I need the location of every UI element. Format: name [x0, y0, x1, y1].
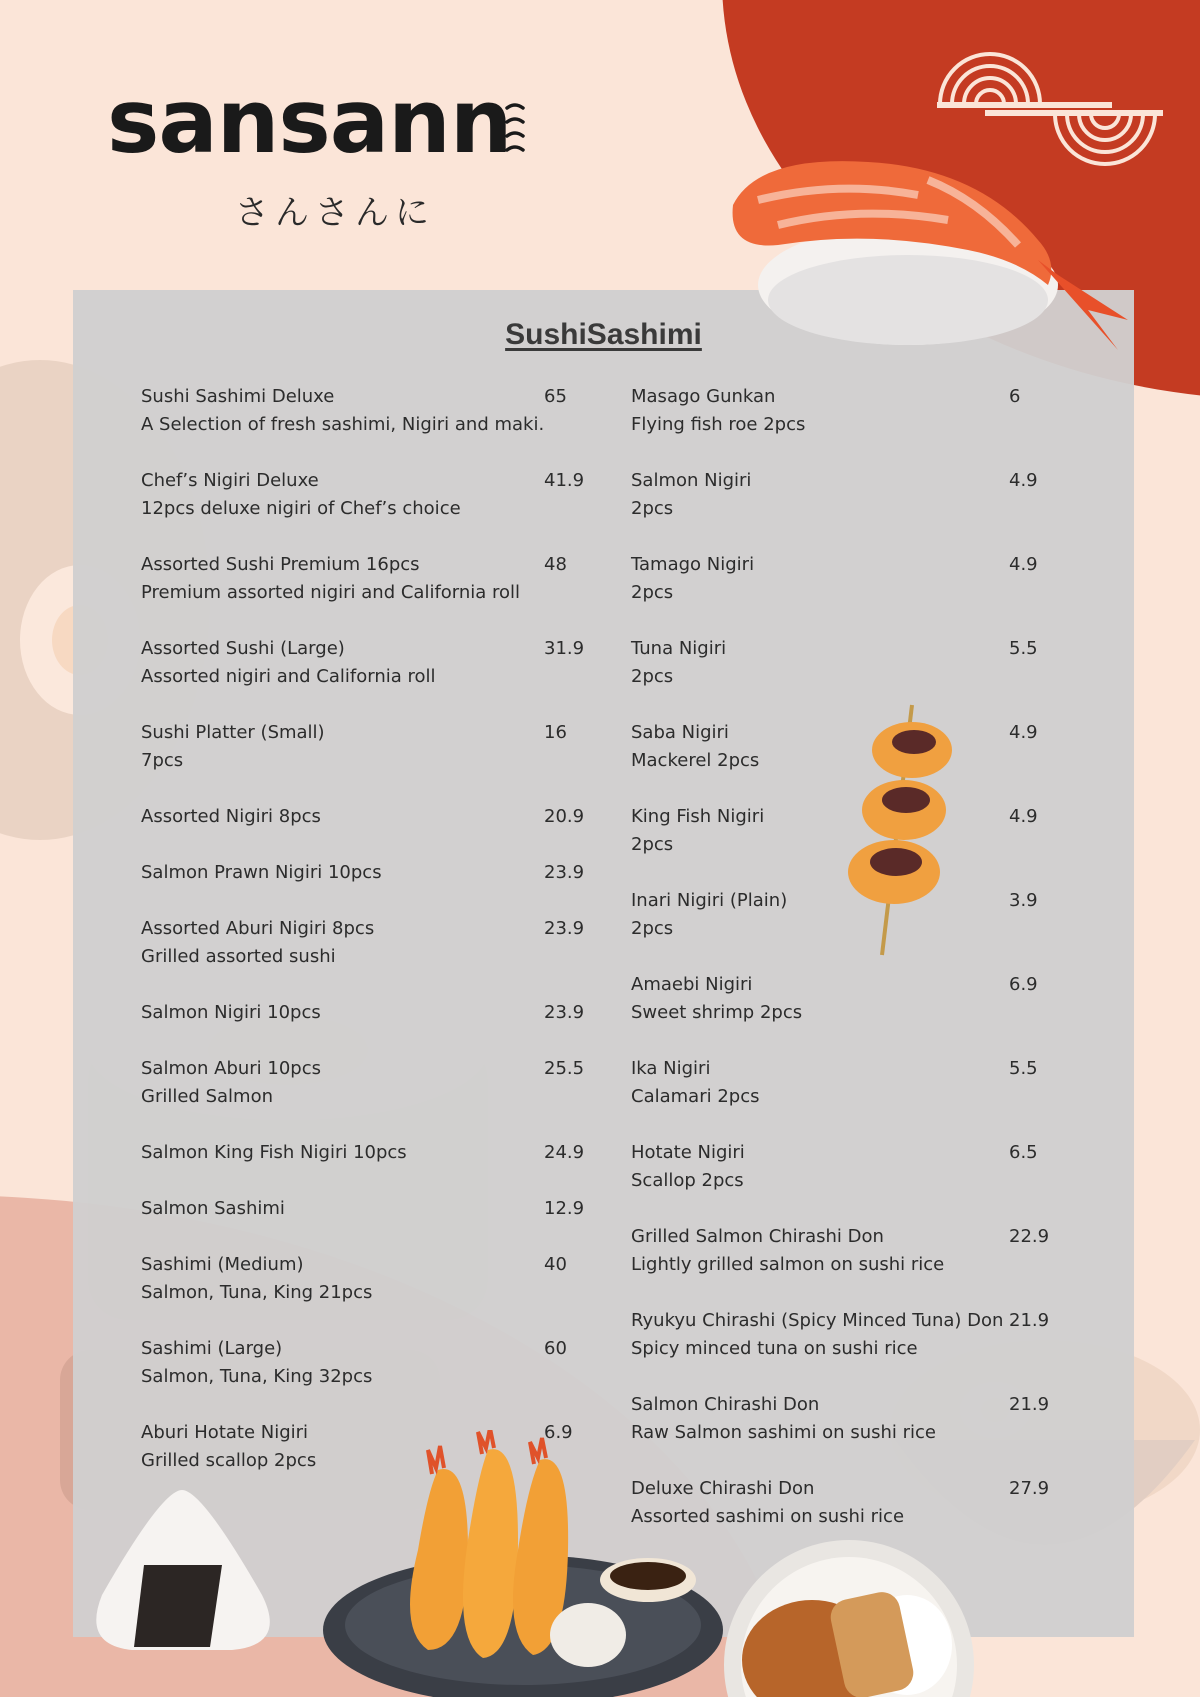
menu-item [141, 383, 601, 467]
menu-item [631, 1307, 1061, 1391]
item-price: 41.9 [544, 470, 585, 491]
item-price: 48 [544, 554, 567, 575]
item-description: 2pcs [631, 582, 674, 603]
menu-item [631, 971, 1061, 1055]
item-description: Calamari 2pcs [631, 1086, 760, 1107]
item-name: Salmon Sashimi [141, 1198, 285, 1219]
section-title: SushiSashimi [505, 318, 702, 351]
item-name: Inari Nigiri (Plain) [631, 890, 788, 911]
menu-item [631, 1055, 1061, 1139]
item-description: Flying fish roe 2pcs [631, 414, 806, 435]
item-price: 23.9 [544, 918, 585, 939]
item-price: 6.9 [1009, 974, 1038, 995]
item-price: 21.9 [1009, 1394, 1050, 1415]
menu-item [141, 859, 601, 915]
item-description: A Selection of fresh sashimi, Nigiri and maki. [141, 414, 545, 435]
item-name: King Fish Nigiri [631, 806, 765, 827]
item-name: Ryukyu Chirashi (Spicy Minced Tuna) Don [631, 1310, 1004, 1331]
item-name: Salmon Prawn Nigiri 10pcs [141, 862, 382, 883]
item-price: 27.9 [1009, 1478, 1050, 1499]
item-name: Assorted Sushi (Large) [141, 638, 345, 659]
item-description: Raw Salmon sashimi on sushi rice [631, 1422, 936, 1443]
item-price: 5.5 [1009, 638, 1038, 659]
item-name: Salmon Chirashi Don [631, 1394, 820, 1415]
item-name: Salmon Nigiri 10pcs [141, 1002, 321, 1023]
item-description: 2pcs [631, 918, 674, 939]
item-name: Salmon King Fish Nigiri 10pcs [141, 1142, 407, 1163]
item-name: Assorted Aburi Nigiri 8pcs [141, 918, 375, 939]
item-price: 12.9 [544, 1198, 585, 1219]
item-price: 65 [544, 386, 567, 407]
menu-item [631, 467, 1061, 551]
menu-item [141, 1419, 601, 1503]
item-description: 2pcs [631, 834, 674, 855]
item-price: 20.9 [544, 806, 585, 827]
item-description: Scallop 2pcs [631, 1170, 744, 1191]
item-price: 22.9 [1009, 1226, 1050, 1247]
item-description: Lightly grilled salmon on sushi rice [631, 1254, 945, 1275]
item-price: 21.9 [1009, 1310, 1050, 1331]
katsu-curry-bowl-illustration [722, 1535, 977, 1697]
item-price: 24.9 [544, 1142, 585, 1163]
item-price: 4.9 [1009, 470, 1038, 491]
item-price: 23.9 [544, 1002, 585, 1023]
menu-item [631, 551, 1061, 635]
menu-item [141, 1139, 601, 1195]
menu-item [141, 551, 601, 635]
item-name: Deluxe Chirashi Don [631, 1478, 815, 1499]
onigiri-illustration [82, 1485, 287, 1655]
item-description: Assorted sashimi on sushi rice [631, 1506, 905, 1527]
menu-item [141, 803, 601, 859]
item-price: 6.5 [1009, 1142, 1038, 1163]
menu-item [631, 1139, 1061, 1223]
brand-japanese-subtitle: さんさんに [235, 193, 435, 233]
item-price: 40 [544, 1254, 567, 1275]
menu-item [141, 999, 601, 1055]
item-description: Salmon, Tuna, King 32pcs [141, 1366, 373, 1387]
menu-column-right [631, 383, 1061, 1559]
menu-column-left [141, 383, 601, 1503]
menu-item [141, 719, 601, 803]
item-name: Sushi Platter (Small) [141, 722, 325, 743]
menu-item [141, 1055, 601, 1139]
item-price: 16 [544, 722, 567, 743]
item-name: Masago Gunkan [631, 386, 776, 407]
item-description: Premium assorted nigiri and California roll [141, 582, 521, 603]
menu-item [141, 1335, 601, 1419]
item-name: Aburi Hotate Nigiri [141, 1422, 309, 1443]
menu-item [631, 1391, 1061, 1475]
item-price: 23.9 [544, 862, 585, 883]
brand-logo-text: sansann [107, 70, 512, 173]
item-description: Grilled Salmon [141, 1086, 273, 1107]
item-description: Grilled assorted sushi [141, 946, 336, 967]
item-name: Grilled Salmon Chirashi Don [631, 1226, 884, 1247]
item-price: 6.9 [544, 1422, 573, 1443]
item-price: 4.9 [1009, 722, 1038, 743]
menu-item [631, 719, 1061, 803]
menu-item [631, 1475, 1061, 1559]
item-description: 2pcs [631, 666, 674, 687]
item-name: Sashimi (Medium) [141, 1254, 304, 1275]
menu-item [631, 1223, 1061, 1307]
item-name: Assorted Sushi Premium 16pcs [141, 554, 420, 575]
item-description: Salmon, Tuna, King 21pcs [141, 1282, 373, 1303]
item-price: 31.9 [544, 638, 585, 659]
item-price: 3.9 [1009, 890, 1038, 911]
menu-item [141, 635, 601, 719]
item-name: Hotate Nigiri [631, 1142, 745, 1163]
item-price: 5.5 [1009, 1058, 1038, 1079]
item-price: 25.5 [544, 1058, 585, 1079]
item-price: 4.9 [1009, 554, 1038, 575]
item-name: Salmon Nigiri [631, 470, 752, 491]
item-name: Sashimi (Large) [141, 1338, 283, 1359]
item-description: 7pcs [141, 750, 184, 771]
item-name: Sushi Sashimi Deluxe [141, 386, 335, 407]
item-name: Tuna Nigiri [631, 638, 727, 659]
item-description: Sweet shrimp 2pcs [631, 1002, 803, 1023]
menu-item [631, 635, 1061, 719]
menu-item [631, 803, 1061, 887]
item-name: Saba Nigiri [631, 722, 729, 743]
menu-item [631, 887, 1061, 971]
menu-item [631, 383, 1061, 467]
item-price: 60 [544, 1338, 567, 1359]
item-name: Salmon Aburi 10pcs [141, 1058, 322, 1079]
item-name: Ika Nigiri [631, 1058, 711, 1079]
item-description: 12pcs deluxe nigiri of Chef’s choice [141, 498, 461, 519]
menu-item [141, 1251, 601, 1335]
item-description: Assorted nigiri and California roll [141, 666, 436, 687]
item-description: Grilled scallop 2pcs [141, 1450, 317, 1471]
item-description: 2pcs [631, 498, 674, 519]
item-price: 4.9 [1009, 806, 1038, 827]
item-name: Amaebi Nigiri [631, 974, 753, 995]
item-name: Tamago Nigiri [631, 554, 755, 575]
item-description: Spicy minced tuna on sushi rice [631, 1338, 918, 1359]
item-price: 6 [1009, 386, 1021, 407]
brand-wave-icon [504, 102, 526, 162]
item-description: Mackerel 2pcs [631, 750, 760, 771]
menu-item [141, 915, 601, 999]
item-name: Chef’s Nigiri Deluxe [141, 470, 319, 491]
menu-item [141, 1195, 601, 1251]
menu-item [141, 467, 601, 551]
item-name: Assorted Nigiri 8pcs [141, 806, 321, 827]
